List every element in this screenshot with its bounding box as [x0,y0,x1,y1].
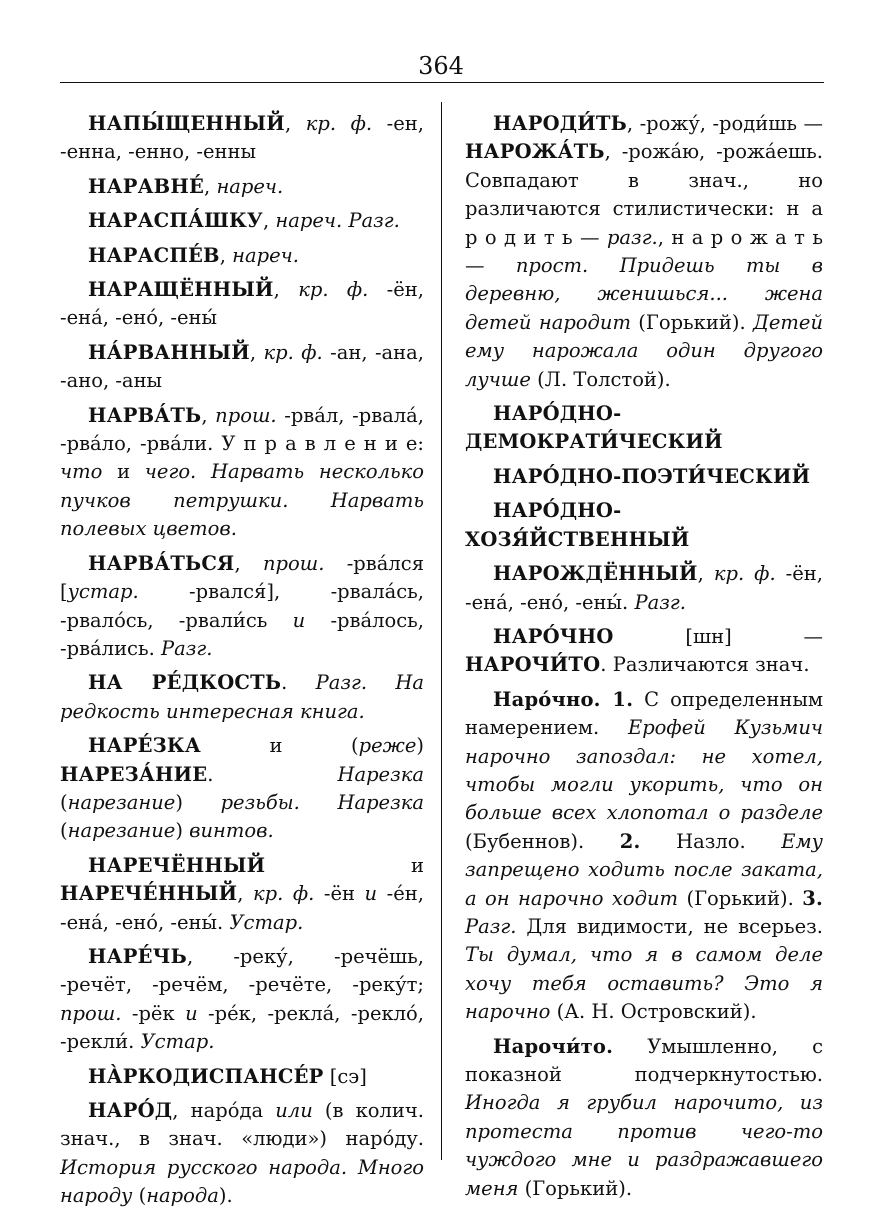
dictionary-entry [60,276,424,333]
entry-text: , -рожа́ю, -рожа́ешь. Совпадают в знач., но различаются стилистически: н а р о д и т ь — [465,140,823,249]
italic-text: чего. Нарвать несколько пучков петрушки. Нарвать полевых цветов. [60,460,424,541]
entry-text: . [281,671,316,695]
entry-text: -рва́лось, -рва́лись. [60,608,424,660]
entry-text: ). [218,1184,233,1208]
entry-text: Назло. [640,829,782,853]
entry-text: -е́н, -ена́, -ено́, -ены́. [60,882,424,934]
italic-text: нарезание [67,819,176,843]
headword: НА̀РКОДИСПАНСЕ́Р [88,1064,324,1088]
italic-text: нареч. [216,174,284,198]
headword: НАРАСПА́ШКУ [88,209,263,233]
italic-text: Устар. [229,910,304,934]
italic-text: кр. ф. [263,340,323,364]
entry-paragraph [465,623,823,680]
italic-text: Разг. [634,590,686,614]
headword: НАРВА́ТЬСЯ [88,551,235,575]
italic-text: кр. ф. [305,112,373,135]
dictionary-entry [465,497,823,554]
headword: НАРО́ДНО-ПОЭТИ́ЧЕСКИЙ [493,464,811,488]
headword: НА РЕ́ДКОСТЬ [88,671,282,695]
headword: НАРЕЧЁННЫЙ [88,853,266,877]
entry-paragraph [60,550,424,664]
entry-paragraph [60,1063,424,1091]
entry-paragraph [465,400,823,457]
entry-text: , [284,112,306,135]
entry-text: , наро́да [172,1099,276,1122]
headword: НАРО́Д [88,1099,173,1122]
italic-text: кр. ф. [713,562,776,586]
entry-paragraph [60,339,424,396]
headword: НАРОЧИ́ТО [465,653,601,677]
left-column [60,110,424,1217]
entry-text: [шн] — [613,624,823,648]
headword: НАРО́ДНО-ДЕМОКРАТИ́ЧЕСКИЙ [465,402,723,454]
headword: 2. [619,829,641,853]
headword: НАРОЖА́ТЬ [465,140,605,164]
entry-text: и [102,460,145,484]
italic-text: нарезание [67,790,176,814]
headword: НАРОДИ́ТЬ [493,112,627,135]
entry-text: . Различаются знач. [600,653,810,677]
entry-text: (Горький). [630,310,754,334]
entry-paragraph [60,110,424,167]
dictionary-entry [60,110,424,167]
dictionary-entry [60,402,424,544]
entry-text: , [234,551,263,575]
dictionary-entry [465,110,823,394]
dictionary-entry [60,852,424,937]
italic-text: История русского народа. Много народу [60,1155,424,1208]
entry-text: , [273,278,299,302]
right-column [465,110,823,1209]
entry-text: (Бубеннов). [465,829,620,853]
entry-text: (Горький). [518,1176,633,1200]
header-rule [60,82,824,83]
entry-text: Для видимости, не всерьез. [516,914,823,938]
headword: НАРЕЧЕ́ННЫЙ [60,882,238,906]
italic-text: Иногда я грубил нарочито, из протеста против чего-то чуждого мне и раздражавшего меня [465,1091,823,1200]
italic-text: реже [358,734,417,758]
entry-paragraph [60,276,424,333]
entry-text: ) [175,819,190,843]
italic-text: Ему запрещено ходить после заката, а он нарочно ходит [465,829,823,910]
italic-text: и [292,608,306,632]
entry-text: С определенным намерением. [465,687,824,740]
dictionary-entry [465,463,823,491]
entry-text: (А. Н. Островский). [550,1000,757,1024]
entry-paragraph [60,402,424,544]
page-number: 364 [418,52,464,80]
headword: НАПЫ́ЩЕННЫЙ [88,112,285,135]
italic-text: прош. [215,403,277,427]
entry-paragraph [465,686,823,1027]
dictionary-entry [465,1033,823,1203]
italic-text: Устар. [140,1030,215,1054]
headword: НАРЕЗА́НИЕ [60,762,208,786]
entry-text: (Горький). [678,886,803,910]
headword: НАРАЩЁННЫЙ [88,278,274,302]
entry-text: -ён [314,882,365,906]
dictionary-entry [60,1063,424,1091]
italic-text: Нарезка [337,762,424,786]
entry-text: ( [132,1184,147,1208]
italic-text: винтов. [189,819,274,843]
italic-text: и [364,882,378,906]
entry-text: , [201,403,216,427]
italic-text: Разг. На редкость интересная книга. [60,671,425,723]
italic-text: Ты думал, что я в самом деле хочу тебя оставить? Это я нарочно [465,943,823,1024]
entry-text: , [204,174,217,198]
entry-text: -рва́лся [ [60,551,424,604]
italic-text: Ерофей Кузьмич нарочно запоздал: не хотел, чтобы могли укорить, что он больше всех хлопотал о разделе [465,716,824,825]
entry-text: , -реку́, -речёшь, -речёт, -речём, -речёте, -реку́т; [60,944,424,997]
entry-text: Умышленно, с показной подчеркнутостью. [465,1034,823,1086]
entry-text: , [249,340,264,364]
entry-text: , [262,209,276,233]
headword: НАРВА́ТЬ [88,403,202,427]
dictionary-entry [60,550,424,664]
entry-text: , -рожу́, -роди́шь — [626,112,823,135]
entry-text: ( [60,819,68,843]
entry-paragraph [60,242,424,270]
italic-text: нареч. [232,243,299,267]
entry-text: -ре́к, -рекла́, -рекло́, -рекли́. [60,1001,424,1054]
dictionary-entry [60,242,424,270]
italic-text: что [60,460,103,484]
headword: 3. [802,886,824,910]
dictionary-entry [60,669,424,726]
headword: НАРЕ́ЧЬ [88,944,187,968]
headword: НАРЕ́ЗКА [88,734,201,758]
italic-text: народа [146,1184,219,1208]
entry-text: , н а р о ж а т ь — [465,225,823,278]
headword: НАРОЖДЁННЫЙ [493,562,698,586]
entry-text: -ён, -ена́, -ено́, -ены́ [60,278,424,330]
italic-text: разг. [606,225,658,249]
entry-text: , [697,562,714,586]
dictionary-entry [60,943,424,1057]
italic-text: и [185,1001,198,1025]
headword: НАРО́ЧНО [493,624,614,648]
dictionary-entry [465,686,823,1027]
entry-text: -ен, -енна, -енно, -енны [60,112,424,164]
dictionary-entry [60,732,424,846]
headword: НАРО́ДНО-ХОЗЯ́ЙСТВЕННЫЙ [465,499,690,551]
italic-text: прош. [262,551,325,575]
headword: Наро́чно. 1. [493,687,634,711]
entry-paragraph [465,110,823,394]
italic-text: прош. [60,1001,122,1025]
italic-text: кр. ф. [252,882,315,906]
entry-paragraph [60,669,424,726]
headword: Нарочи́то. [493,1034,614,1058]
column-divider [441,102,442,1160]
entry-paragraph [60,207,424,235]
entry-text: , [219,243,233,267]
headword: НАРАВНЕ́ [88,174,205,198]
italic-text: прост. Придешь ты в деревню, женишься... жена детей народит [465,254,823,334]
entry-text: . [207,762,338,786]
entry-text: -ён, -ена́, -ено́, -ены́. [465,562,823,614]
entry-text: ) [175,790,221,814]
italic-text: Разг. [161,636,213,660]
italic-text: нареч. Разг. [275,209,400,233]
entry-paragraph [60,173,424,201]
entry-text: ( [60,790,68,814]
entry-text: , [237,882,253,906]
entry-text: -ан, -ана, -ано, -аны [60,340,424,393]
entry-text: и ( [200,734,359,758]
entry-paragraph [60,732,424,846]
italic-text: или [275,1099,313,1122]
italic-text: кр. ф. [298,278,369,302]
entry-paragraph [465,560,823,617]
headword: НАРАСПЕ́В [88,243,220,267]
italic-text: устар. [67,580,139,604]
entry-paragraph [465,1033,823,1203]
entry-text: (Л. Толстой). [530,367,671,391]
entry-text: -рёк [121,1001,186,1025]
headword: НА́РВАННЫЙ [88,340,250,364]
entry-paragraph [60,852,424,937]
italic-text: резьбы. Нарезка [220,790,425,814]
entry-paragraph [465,497,823,554]
entry-paragraph [465,463,823,491]
entry-text: (в колич. знач., в знач. «люди») наро́ду. [60,1099,424,1151]
entry-paragraph [60,943,424,1057]
entry-text: -рвался́], -рвала́сь, -рвало́сь, -рвали́сь [60,580,424,632]
entry-text: [сэ] [323,1064,367,1088]
dictionary-entry [60,1097,424,1211]
entry-text: и [265,853,424,877]
entry-text: -рва́л, -рвала́, -рва́ло, -рва́ли. У п р а в л е н и е: [60,403,425,456]
dictionary-entry [60,207,424,235]
dictionary-entry [465,623,823,680]
dictionary-entry [60,173,424,201]
entry-paragraph [60,1097,424,1211]
dictionary-entry [465,400,823,457]
italic-text: Детей ему нарожала один другого лучше [465,310,823,391]
italic-text: Разг. [465,914,517,938]
entry-text: ) [416,734,424,758]
dictionary-entry [60,339,424,396]
dictionary-entry [465,560,823,617]
